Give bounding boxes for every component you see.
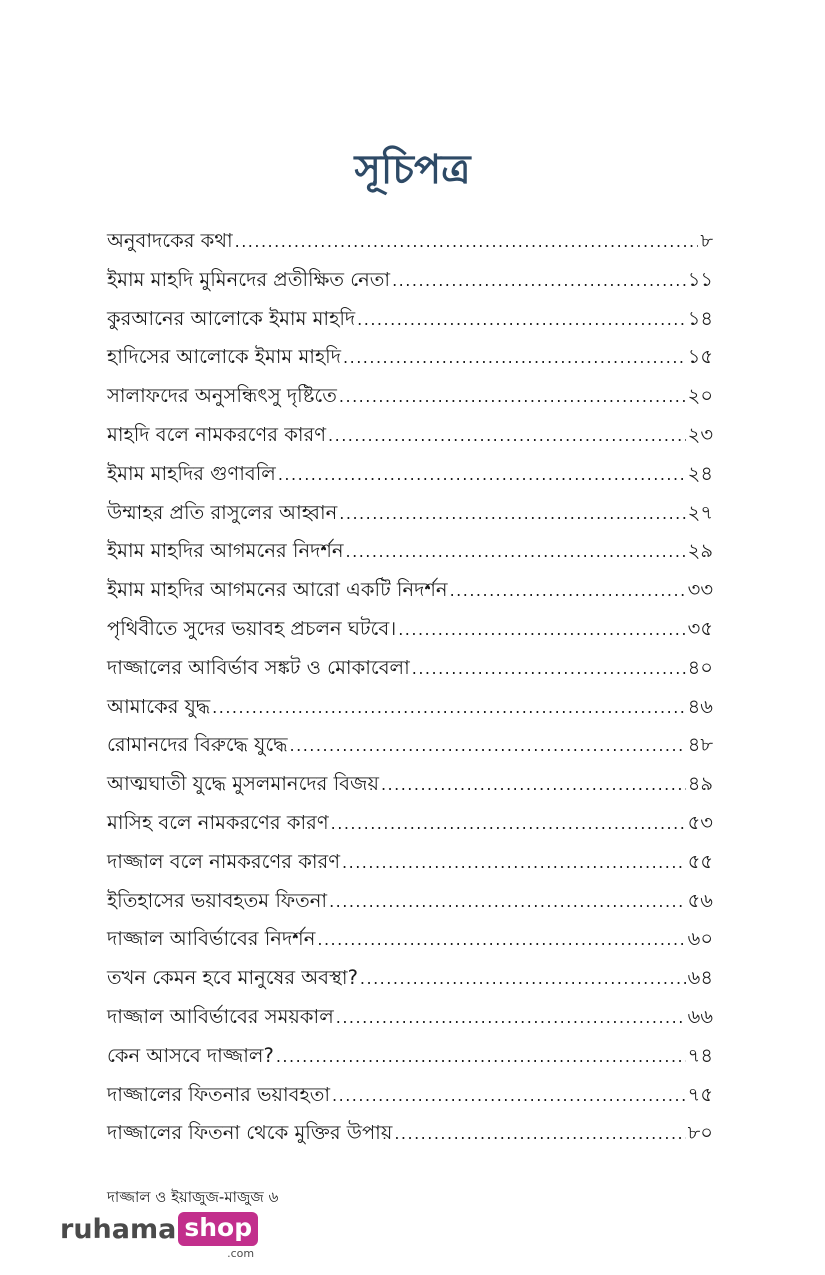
toc-dot-leader [398, 610, 685, 649]
toc-entry-title: দাজ্জালের ফিতনা থেকে মুক্তির উপায় [107, 1121, 393, 1145]
toc-dot-leader [332, 1076, 686, 1115]
toc-entry-title: সালাফদের অনুসন্ধিৎসু দৃষ্টিতে [107, 384, 337, 408]
toc-entry-page: ২৩ [687, 422, 713, 446]
toc-entry-title: ইতিহাসের ভয়াবহতম ফিতনা [107, 888, 328, 912]
toc-entry-page: ২৪ [687, 461, 713, 485]
brand-watermark [60, 1212, 258, 1260]
brand-name: ruhama [60, 1214, 177, 1245]
toc-entry-title: দাজ্জাল আবির্ভাবের সময়কাল [107, 1004, 334, 1028]
toc-entry-page: ৬০ [687, 927, 713, 951]
toc-entry-title: আত্মঘাতী যুদ্ধে মুসলমানদের বিজয় [107, 772, 379, 796]
toc-dot-leader [276, 1037, 686, 1076]
toc-dot-leader [212, 688, 685, 727]
toc-entry-page: ৪০ [687, 655, 713, 679]
toc-entry-page: ৬৪ [687, 966, 713, 990]
toc-entry-title: উম্মাহর প্রতি রাসুলের আহ্বান [107, 500, 338, 524]
toc-dot-leader [412, 649, 686, 688]
brand-domain: .com [227, 1247, 255, 1260]
table-of-contents [107, 222, 713, 1153]
toc-entry-title: ইমাম মাহদির গুণাবলি [107, 461, 276, 485]
toc-entry-title: মাহদি বলে নামকরণের কারণ [107, 422, 327, 446]
toc-dot-leader [450, 571, 686, 610]
brand-badge-group [178, 1212, 258, 1260]
toc-entry-title: দাজ্জাল আবির্ভাবের নিদর্শন [107, 927, 316, 951]
toc-entry-title: কুরআনের আলোকে ইমাম মাহদি [107, 306, 356, 330]
toc-entry [107, 649, 713, 688]
toc-entry [107, 920, 713, 959]
toc-entry [107, 222, 713, 261]
toc-entry-page: ৩৩ [687, 578, 713, 602]
toc-dot-leader [343, 338, 686, 377]
toc-dot-leader [392, 261, 686, 300]
toc-entry-title: পৃথিবীতে সুদের ভয়াবহ প্রচলন ঘটবে। [107, 616, 397, 640]
toc-entry-page: ৫৫ [687, 849, 713, 873]
toc-dot-leader [278, 455, 686, 494]
toc-dot-leader [339, 377, 686, 416]
toc-entry-title: দাজ্জাল বলে নামকরণের কারণ [107, 849, 341, 873]
toc-entry [107, 765, 713, 804]
toc-entry-page: ৮ [700, 229, 713, 252]
toc-entry [107, 959, 713, 998]
toc-entry-title: ইমাম মাহদির আগমনের আরো একটি নিদর্শন [107, 578, 448, 602]
toc-entry-title: মাসিহ বলে নামকরণের কারণ [107, 810, 329, 834]
toc-entry-page: ৮০ [687, 1121, 713, 1145]
toc-dot-leader [235, 222, 699, 261]
toc-entry [107, 1114, 713, 1153]
toc-entry [107, 416, 713, 455]
toc-entry-page: ৩৫ [687, 616, 713, 640]
toc-dot-leader [317, 920, 685, 959]
brand-shop-badge: shop [178, 1212, 258, 1246]
page-footer: দাজ্জাল ও ইয়াজুজ-মাজুজ ৬ [107, 1188, 279, 1206]
toc-entry-page: ৬৬ [687, 1004, 713, 1028]
toc-dot-leader [394, 1114, 685, 1153]
toc-entry-page: ৪৯ [687, 772, 713, 796]
toc-entry-page: ৪৬ [687, 694, 713, 718]
toc-entry [107, 338, 713, 377]
toc-entry-page: ১৪ [687, 306, 713, 330]
toc-entry-title: কেন আসবে দাজ্জাল? [107, 1043, 274, 1067]
toc-entry-page: ৪৮ [687, 733, 713, 757]
toc-dot-leader [360, 959, 686, 998]
toc-entry [107, 261, 713, 300]
toc-entry-page: ৫৩ [687, 810, 713, 834]
toc-entry-page: ১১ [687, 267, 713, 291]
toc-entry-page: ২০ [687, 384, 713, 408]
toc-dot-leader [336, 998, 686, 1037]
toc-dot-leader [328, 416, 686, 455]
toc-entry-title: তখন কেমন হবে মানুষের অবস্থা? [107, 966, 358, 990]
toc-dot-leader [290, 726, 686, 765]
toc-dot-leader [342, 843, 686, 882]
toc-entry-page: ২৭ [687, 500, 713, 524]
toc-entry-title: ইমাম মাহদির আগমনের নিদর্শন [107, 539, 344, 563]
toc-dot-leader [357, 300, 686, 339]
toc-entry [107, 377, 713, 416]
toc-dot-leader [329, 882, 686, 921]
toc-entry-title: দাজ্জালের ফিতনার ভয়াবহতা [107, 1082, 331, 1106]
toc-entry [107, 843, 713, 882]
toc-entry [107, 494, 713, 533]
toc-entry [107, 1037, 713, 1076]
toc-dot-leader [331, 804, 686, 843]
toc-entry-page: ৭৫ [687, 1082, 713, 1106]
toc-entry-page: ৫৬ [687, 888, 713, 912]
toc-entry [107, 455, 713, 494]
toc-entry [107, 532, 713, 571]
toc-entry-title: আমাকের যুদ্ধ [107, 694, 211, 718]
toc-entry [107, 610, 713, 649]
toc-entry [107, 804, 713, 843]
toc-entry-title: অনুবাদকের কথা [107, 229, 233, 252]
toc-entry [107, 998, 713, 1037]
toc-entry-page: ১৫ [687, 345, 713, 369]
toc-entry-title: ইমাম মাহদি মুমিনদের প্রতীক্ষিত নেতা [107, 267, 391, 291]
toc-dot-leader [381, 765, 686, 804]
toc-dot-leader [346, 532, 686, 571]
toc-entry-page: ২৯ [687, 539, 713, 563]
toc-entry [107, 882, 713, 921]
toc-entry [107, 726, 713, 765]
toc-entry-title: দাজ্জালের আবির্ভাব সঙ্কট ও মোকাবেলা [107, 655, 410, 679]
toc-entry-title: হাদিসের আলোকে ইমাম মাহদি [107, 345, 342, 369]
toc-entry [107, 571, 713, 610]
page-title: সূচিপত্র [354, 146, 471, 193]
toc-entry-page: ৭৪ [687, 1043, 713, 1067]
toc-entry-title: রোমানদের বিরুদ্ধে যুদ্ধে [107, 733, 288, 757]
toc-dot-leader [339, 494, 685, 533]
toc-entry [107, 688, 713, 727]
toc-entry [107, 300, 713, 339]
toc-entry [107, 1076, 713, 1115]
